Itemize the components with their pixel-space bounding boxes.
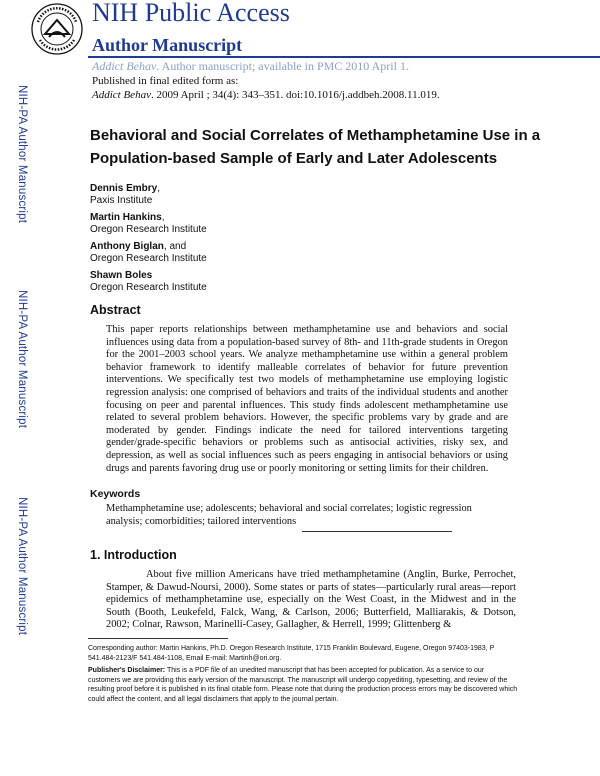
nih-public-access-title: NIH Public Access [92, 0, 290, 27]
citation: Addict Behav. 2009 April ; 34(4): 343–351. doi:10.1016/j.addbeh.2008.11.019. [92, 89, 440, 101]
author-affiliation: Oregon Research Institute [90, 224, 207, 235]
author-block: Martin Hankins, Oregon Research Institute [90, 212, 207, 235]
keywords-text: Methamphetamine use; adolescents; behavioral and social correlates; logistic regression analysis; comorbidities; tailored interventions [106, 503, 472, 527]
author-block: Anthony Biglan, and Oregon Research Institute [90, 241, 207, 264]
author-name: Anthony Biglan [90, 241, 164, 252]
author-name: Shawn Boles [90, 270, 153, 281]
corresponding-author-note: Corresponding author: Martin Hankins, Ph.D. Oregon Research Institute, 1715 Franklin Boulevard, Eugene, Oregon 97403-1983, P 541.484-2123/F 541.484-1108, Email E-mail: Martinh@ori.org. [88, 645, 495, 662]
sidebar-label-3: NIH-PA Author Manuscript [16, 497, 28, 636]
keywords-heading: Keywords [90, 488, 141, 500]
abstract-heading: Abstract [90, 303, 141, 317]
abstract-text: This paper reports relationships between methamphetamine use and behaviors and social influences using data from a population-based survey of 8th- and 11th-grade students in Oregon for the 2001–2003 school years. We analyze methamphetamine use within a general problem behavior framework to identify malleable correlates of behavior for future prevention interventions. We specifically test two models of methamphetamine use employing logistic regression analysis: one comprised of behaviors and traits of the individual students and another focusing on peer and parental influences. This study finds adolescent methamphetamine use related to several problem behaviors. However, the specific problems vary by grade and are moderated by gender. Findings indicate the need for tailored interventions targeting gender/grade-specific behaviors or problems such as antisocial activities, risky sex, and depression, as well as social influences such as peers engaging in antisocial behaviors or using drugs and parents favoring drug use or poorly monitoring or setting limits for their children. [106, 324, 508, 474]
author-block: Dennis Embry, Paxis Institute [90, 183, 161, 206]
sidebar-label-1: NIH-PA Author Manuscript [16, 85, 28, 224]
nih-seal-logo [30, 2, 84, 56]
introduction-text: About five million Americans have tried methamphetamine (Anglin, Burke, Perrochet, Stamper, & Dawud-Noursi, 2000). Some states or parts of states—particularly rural areas—report epidemics of methamphetamine use, especially on the West Coast, in the Midwest and in the South (Booth, Leukefeld, Falck, Wang, & Carlson, 2006; Butterfield, Malliarakis, & Dotson, 2002; Colnar, Rawson, Marinelli-Casey, Gallagher, & Herrell, 1999; Glittenberg & [106, 569, 516, 631]
author-affiliation: Oregon Research Institute [90, 282, 207, 293]
author-manuscript-subtitle: Author Manuscript [92, 35, 243, 55]
author-name: Dennis Embry [90, 183, 158, 194]
journal-availability-note: Addict Behav. Author manuscript; available in PMC 2010 April 1. [92, 59, 409, 73]
publisher-disclaimer: Publisher's Disclaimer: This is a PDF file of an unedited manuscript that has been accepted for publication. As a service to our customers we are providing this early version of the manuscript. The manuscript will undergo copyediting, typesetting, and review of the resulting proof before it is published in its final citable form. Please note that during the production process errors may be discovered which could affect the content, and all legal disclaimers that apply to the journal pertain. [88, 667, 518, 703]
keywords-rule [302, 531, 452, 532]
author-name: Martin Hankins [90, 212, 162, 223]
footnote-rule [88, 638, 228, 639]
article-title: Behavioral and Social Correlates of Methamphetamine Use in a Population-based Sample of Early and Later Adolescents [90, 127, 541, 167]
introduction-heading: 1. Introduction [90, 548, 177, 562]
author-block [90, 270, 207, 294]
header-rule [88, 56, 600, 58]
published-in-label: Published in final edited form as: [92, 75, 239, 87]
author-affiliation: Paxis Institute [90, 195, 153, 206]
author-affiliation: Oregon Research Institute [90, 253, 207, 264]
sidebar-label-2: NIH-PA Author Manuscript [16, 290, 28, 429]
